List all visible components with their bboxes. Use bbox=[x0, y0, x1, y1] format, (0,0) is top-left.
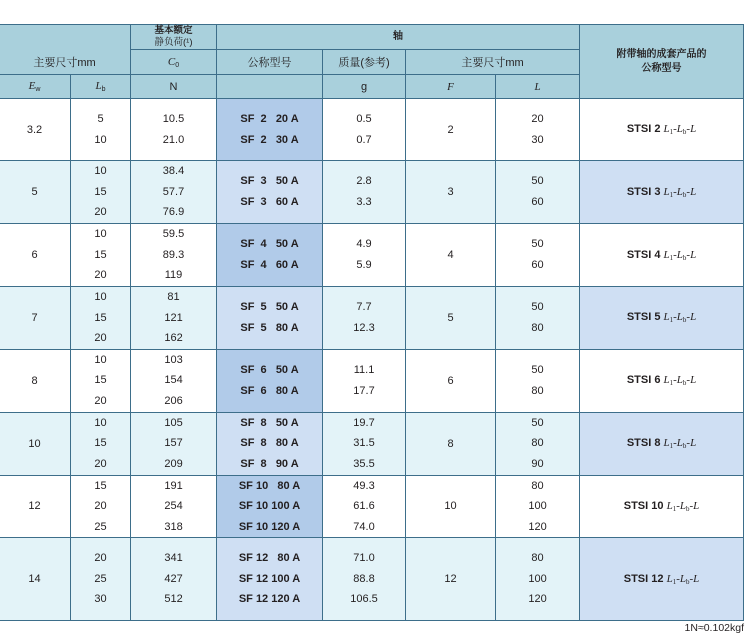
kit-model-header: 附带轴的成套产品的 公称型号 bbox=[580, 25, 744, 99]
table-row bbox=[0, 287, 744, 350]
lb-cell: 10 15 20 bbox=[71, 349, 131, 412]
lb-cell: 10 15 20 bbox=[71, 412, 131, 475]
kit-model-cell: STSI 2 $L_1-L_b-L$ bbox=[580, 99, 744, 161]
model-header: 公称型号 bbox=[217, 50, 323, 75]
ew-cell: 10 bbox=[0, 412, 71, 475]
shaft-header: 轴 bbox=[217, 25, 580, 50]
kit-model-cell: STSI 6 $L_1-L_b-L$ bbox=[580, 349, 744, 412]
c0-cell: 103 154 206 bbox=[131, 349, 217, 412]
model-unit-header bbox=[217, 75, 323, 99]
table-row bbox=[0, 475, 744, 538]
mass-cell: 0.5 0.7 bbox=[323, 99, 406, 161]
f-cell: 5 bbox=[406, 287, 496, 350]
unit-conversion-note: 1N≈0.102kgf bbox=[684, 622, 744, 634]
l-cell: 20 30 bbox=[496, 99, 580, 161]
f-cell: 2 bbox=[406, 99, 496, 161]
mass-cell: 49.3 61.6 74.0 bbox=[323, 475, 406, 538]
ew-cell: 7 bbox=[0, 287, 71, 350]
ew-cell: 3.2 bbox=[0, 99, 71, 161]
c0-cell: 191 254 318 bbox=[131, 475, 217, 538]
shaft-model-cell: SF 12 80 A SF 12 100 A SF 12 120 A bbox=[217, 538, 323, 621]
table-row bbox=[0, 224, 744, 287]
c0-cell: 59.5 89.3 119 bbox=[131, 224, 217, 287]
table-row bbox=[0, 99, 744, 161]
l-header: L bbox=[496, 75, 580, 99]
l-cell: 80 100 120 bbox=[496, 538, 580, 621]
ew-cell: 12 bbox=[0, 475, 71, 538]
f-cell: 12 bbox=[406, 538, 496, 621]
c0-cell: 10.5 21.0 bbox=[131, 99, 217, 161]
ew-cell: 8 bbox=[0, 349, 71, 412]
f-cell: 6 bbox=[406, 349, 496, 412]
l-cell: 80 100 120 bbox=[496, 475, 580, 538]
mass-cell: 4.9 5.9 bbox=[323, 224, 406, 287]
mass-cell: 71.0 88.8 106.5 bbox=[323, 538, 406, 621]
lb-cell: 10 15 20 bbox=[71, 224, 131, 287]
static-load-rating-header: 基本额定 静负荷(¹) bbox=[131, 25, 217, 50]
shaft-dimension-header: 主要尺寸mm bbox=[406, 50, 580, 75]
spec-table bbox=[0, 24, 744, 621]
mass-cell: 19.7 31.5 35.5 bbox=[323, 412, 406, 475]
ew-cell: 5 bbox=[0, 161, 71, 224]
lb-cell: 20 25 30 bbox=[71, 538, 131, 621]
shaft-model-cell: SF 8 50 A SF 8 80 A SF 8 90 A bbox=[217, 412, 323, 475]
c0-cell: 341 427 512 bbox=[131, 538, 217, 621]
f-cell: 8 bbox=[406, 412, 496, 475]
f-cell: 4 bbox=[406, 224, 496, 287]
shaft-model-cell: SF 4 50 A SF 4 60 A bbox=[217, 224, 323, 287]
lb-cell: 10 15 20 bbox=[71, 161, 131, 224]
f-cell: 3 bbox=[406, 161, 496, 224]
table-row bbox=[0, 412, 744, 475]
kit-model-cell: STSI 3 $L_1-L_b-L$ bbox=[580, 161, 744, 224]
shaft-model-cell: SF 10 80 A SF 10 100 A SF 10 120 A bbox=[217, 475, 323, 538]
c0-cell: 81 121 162 bbox=[131, 287, 217, 350]
l-cell: 50 60 bbox=[496, 224, 580, 287]
unit-g-header: g bbox=[323, 75, 406, 99]
c0-cell: 105 157 209 bbox=[131, 412, 217, 475]
lb-cell: 10 15 20 bbox=[71, 287, 131, 350]
kit-model-cell: STSI 4 $L_1-L_b-L$ bbox=[580, 224, 744, 287]
unit-n-header: N bbox=[131, 75, 217, 99]
l-cell: 50 60 bbox=[496, 161, 580, 224]
mass-header: 质量(参考) bbox=[323, 50, 406, 75]
table-row bbox=[0, 161, 744, 224]
f-cell: 10 bbox=[406, 475, 496, 538]
mass-cell: 7.7 12.3 bbox=[323, 287, 406, 350]
table-row bbox=[0, 349, 744, 412]
mass-cell: 11.1 17.7 bbox=[323, 349, 406, 412]
l-cell: 50 80 bbox=[496, 349, 580, 412]
f-header: F bbox=[406, 75, 496, 99]
kit-model-cell: STSI 12 $L_1-L_b-L$ bbox=[580, 538, 744, 621]
kit-model-cell: STSI 10 $L_1-L_b-L$ bbox=[580, 475, 744, 538]
table-row bbox=[0, 538, 744, 621]
main-dimension-header: 主要尺寸mm bbox=[0, 25, 131, 75]
kit-model-cell: STSI 5 $L_1-L_b-L$ bbox=[580, 287, 744, 350]
shaft-model-cell: SF 5 50 A SF 5 80 A bbox=[217, 287, 323, 350]
shaft-model-cell: SF 6 50 A SF 6 80 A bbox=[217, 349, 323, 412]
ew-cell: 6 bbox=[0, 224, 71, 287]
l-cell: 50 80 90 bbox=[496, 412, 580, 475]
ew-header: $E_w$ bbox=[0, 75, 71, 99]
lb-header: $L_b$ bbox=[71, 75, 131, 99]
l-cell: 50 80 bbox=[496, 287, 580, 350]
c0-cell: 38.4 57.7 76.9 bbox=[131, 161, 217, 224]
shaft-model-cell: SF 2 20 A SF 2 30 A bbox=[217, 99, 323, 161]
kit-model-cell: STSI 8 $L_1-L_b-L$ bbox=[580, 412, 744, 475]
ew-cell: 14 bbox=[0, 538, 71, 621]
shaft-model-cell: SF 3 50 A SF 3 60 A bbox=[217, 161, 323, 224]
lb-cell: 5 10 bbox=[71, 99, 131, 161]
lb-cell: 15 20 25 bbox=[71, 475, 131, 538]
c0-header: $C_0$ bbox=[131, 50, 217, 75]
mass-cell: 2.8 3.3 bbox=[323, 161, 406, 224]
